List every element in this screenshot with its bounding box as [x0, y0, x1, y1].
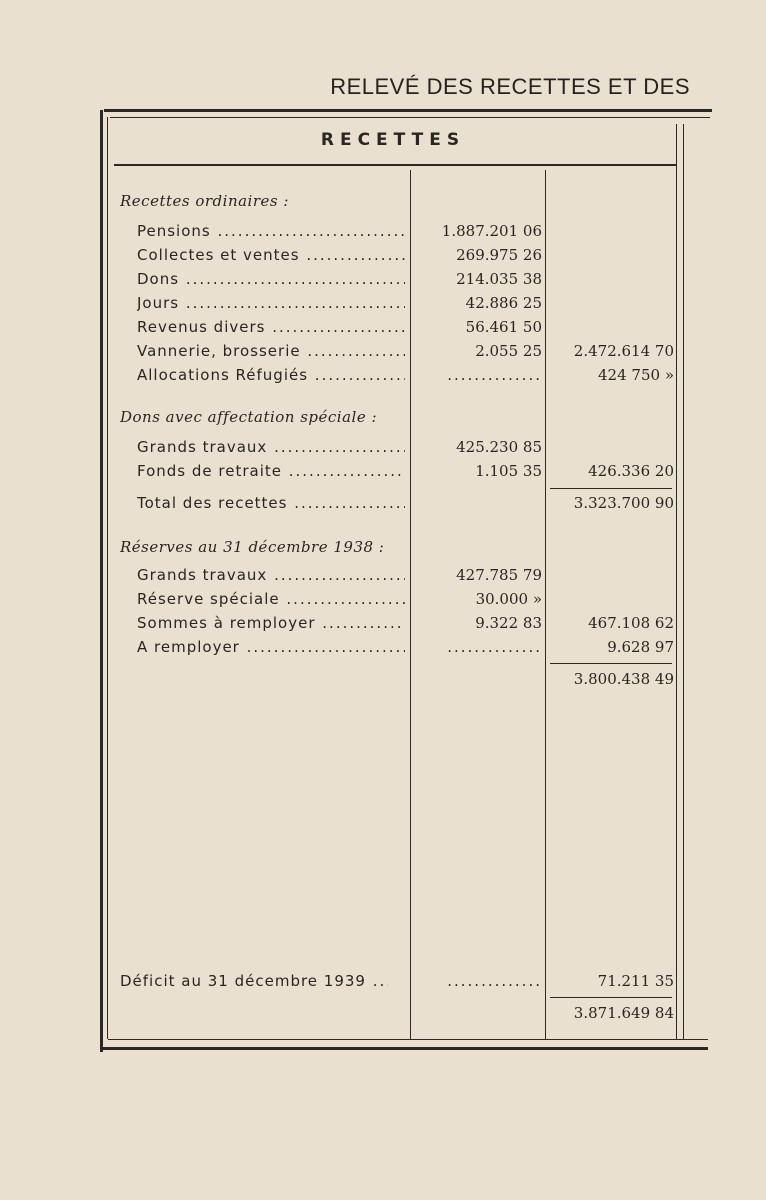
- row-amount: ..............: [447, 638, 542, 656]
- row-amount: 269.975 26: [456, 246, 542, 264]
- row-amount: 9.322 83: [475, 614, 542, 632]
- row-total: 9.628 97: [607, 638, 674, 656]
- group-label: Réserves au 31 décembre 1938 :: [120, 538, 385, 556]
- title-underline: [114, 164, 676, 166]
- row-label: A remployer .....: [137, 638, 405, 656]
- table-row: [0, 566, 766, 590]
- row-amount: 42.886 25: [465, 294, 542, 312]
- table-row-subtotal: [0, 670, 766, 694]
- group-label: Recettes ordinaires :: [120, 192, 289, 210]
- row-total: 467.108 62: [588, 614, 674, 632]
- group-heading-affectation: [0, 408, 766, 432]
- row-total: 71.211 35: [597, 972, 674, 990]
- row-label: Total des recettes .....: [137, 494, 405, 512]
- row-amount: 427.785 79: [456, 566, 542, 584]
- table-row: [0, 246, 766, 270]
- top-rule-thick: [104, 109, 712, 112]
- table-row: [0, 590, 766, 614]
- row-amount: 425.230 85: [456, 438, 542, 456]
- table-row: [0, 294, 766, 318]
- row-total: 3.871.649 84: [573, 1004, 674, 1022]
- row-label: Revenus divers .....: [137, 318, 405, 336]
- top-rule-thin: [110, 117, 710, 118]
- table-row: [0, 318, 766, 342]
- row-label: Allocations Réfugiés .....: [137, 366, 405, 384]
- subtotal-rule-2: [550, 663, 672, 664]
- table-row: [0, 614, 766, 638]
- subtotal-rule-1: [550, 488, 672, 489]
- row-label: Collectes et ventes .....: [137, 246, 405, 264]
- table-row: [0, 222, 766, 246]
- table-row: [0, 342, 766, 366]
- row-label: Sommes à remployer .....: [137, 614, 405, 632]
- table-row: [0, 462, 766, 486]
- row-total: 3.800.438 49: [573, 670, 674, 688]
- row-total: 424 750 »: [598, 366, 674, 384]
- table-row: [0, 438, 766, 462]
- row-amount: ..............: [447, 972, 542, 990]
- subtotal-rule-3: [550, 997, 672, 998]
- section-title: RECETTES: [320, 130, 466, 150]
- row-label: Déficit au 31 décembre 1939 .....: [120, 972, 388, 990]
- group-heading-ordinaires: [0, 192, 766, 216]
- row-label: Grands travaux .....: [137, 438, 405, 456]
- row-label: Jours .....: [137, 294, 405, 312]
- row-amount: 2.055 25: [475, 342, 542, 360]
- table-row-total: [0, 494, 766, 518]
- row-label: Grands travaux .....: [137, 566, 405, 584]
- row-total: 2.472.614 70: [573, 342, 674, 360]
- row-amount: 1.105 35: [475, 462, 542, 480]
- table-row: [0, 270, 766, 294]
- table-row: [0, 366, 766, 390]
- row-amount: 30.000 »: [475, 590, 542, 608]
- row-amount: 56.461 50: [465, 318, 542, 336]
- bottom-rule-thin: [108, 1039, 708, 1040]
- row-label: Dons .....: [137, 270, 405, 288]
- row-amount: 214.035 38: [456, 270, 542, 288]
- row-amount: ..............: [447, 366, 542, 384]
- row-total: 3.323.700 90: [573, 494, 674, 512]
- page-header: RELEVÉ DES RECETTES ET DES: [330, 74, 690, 99]
- table-row-deficit: [0, 972, 766, 996]
- row-total: 426.336 20: [588, 462, 674, 480]
- row-label: Fonds de retraite .....: [137, 462, 405, 480]
- row-label: Réserve spéciale .....: [137, 590, 405, 608]
- row-label: Pensions .....: [137, 222, 405, 240]
- row-amount: 1.887.201 06: [441, 222, 542, 240]
- group-heading-reserves: [0, 538, 766, 562]
- table-row-grand-total: [0, 1004, 766, 1028]
- bottom-rule-thick: [100, 1047, 708, 1050]
- table-row: [0, 638, 766, 662]
- group-label: Dons avec affectation spéciale :: [120, 408, 378, 426]
- row-label: Vannerie, brosserie .....: [137, 342, 405, 360]
